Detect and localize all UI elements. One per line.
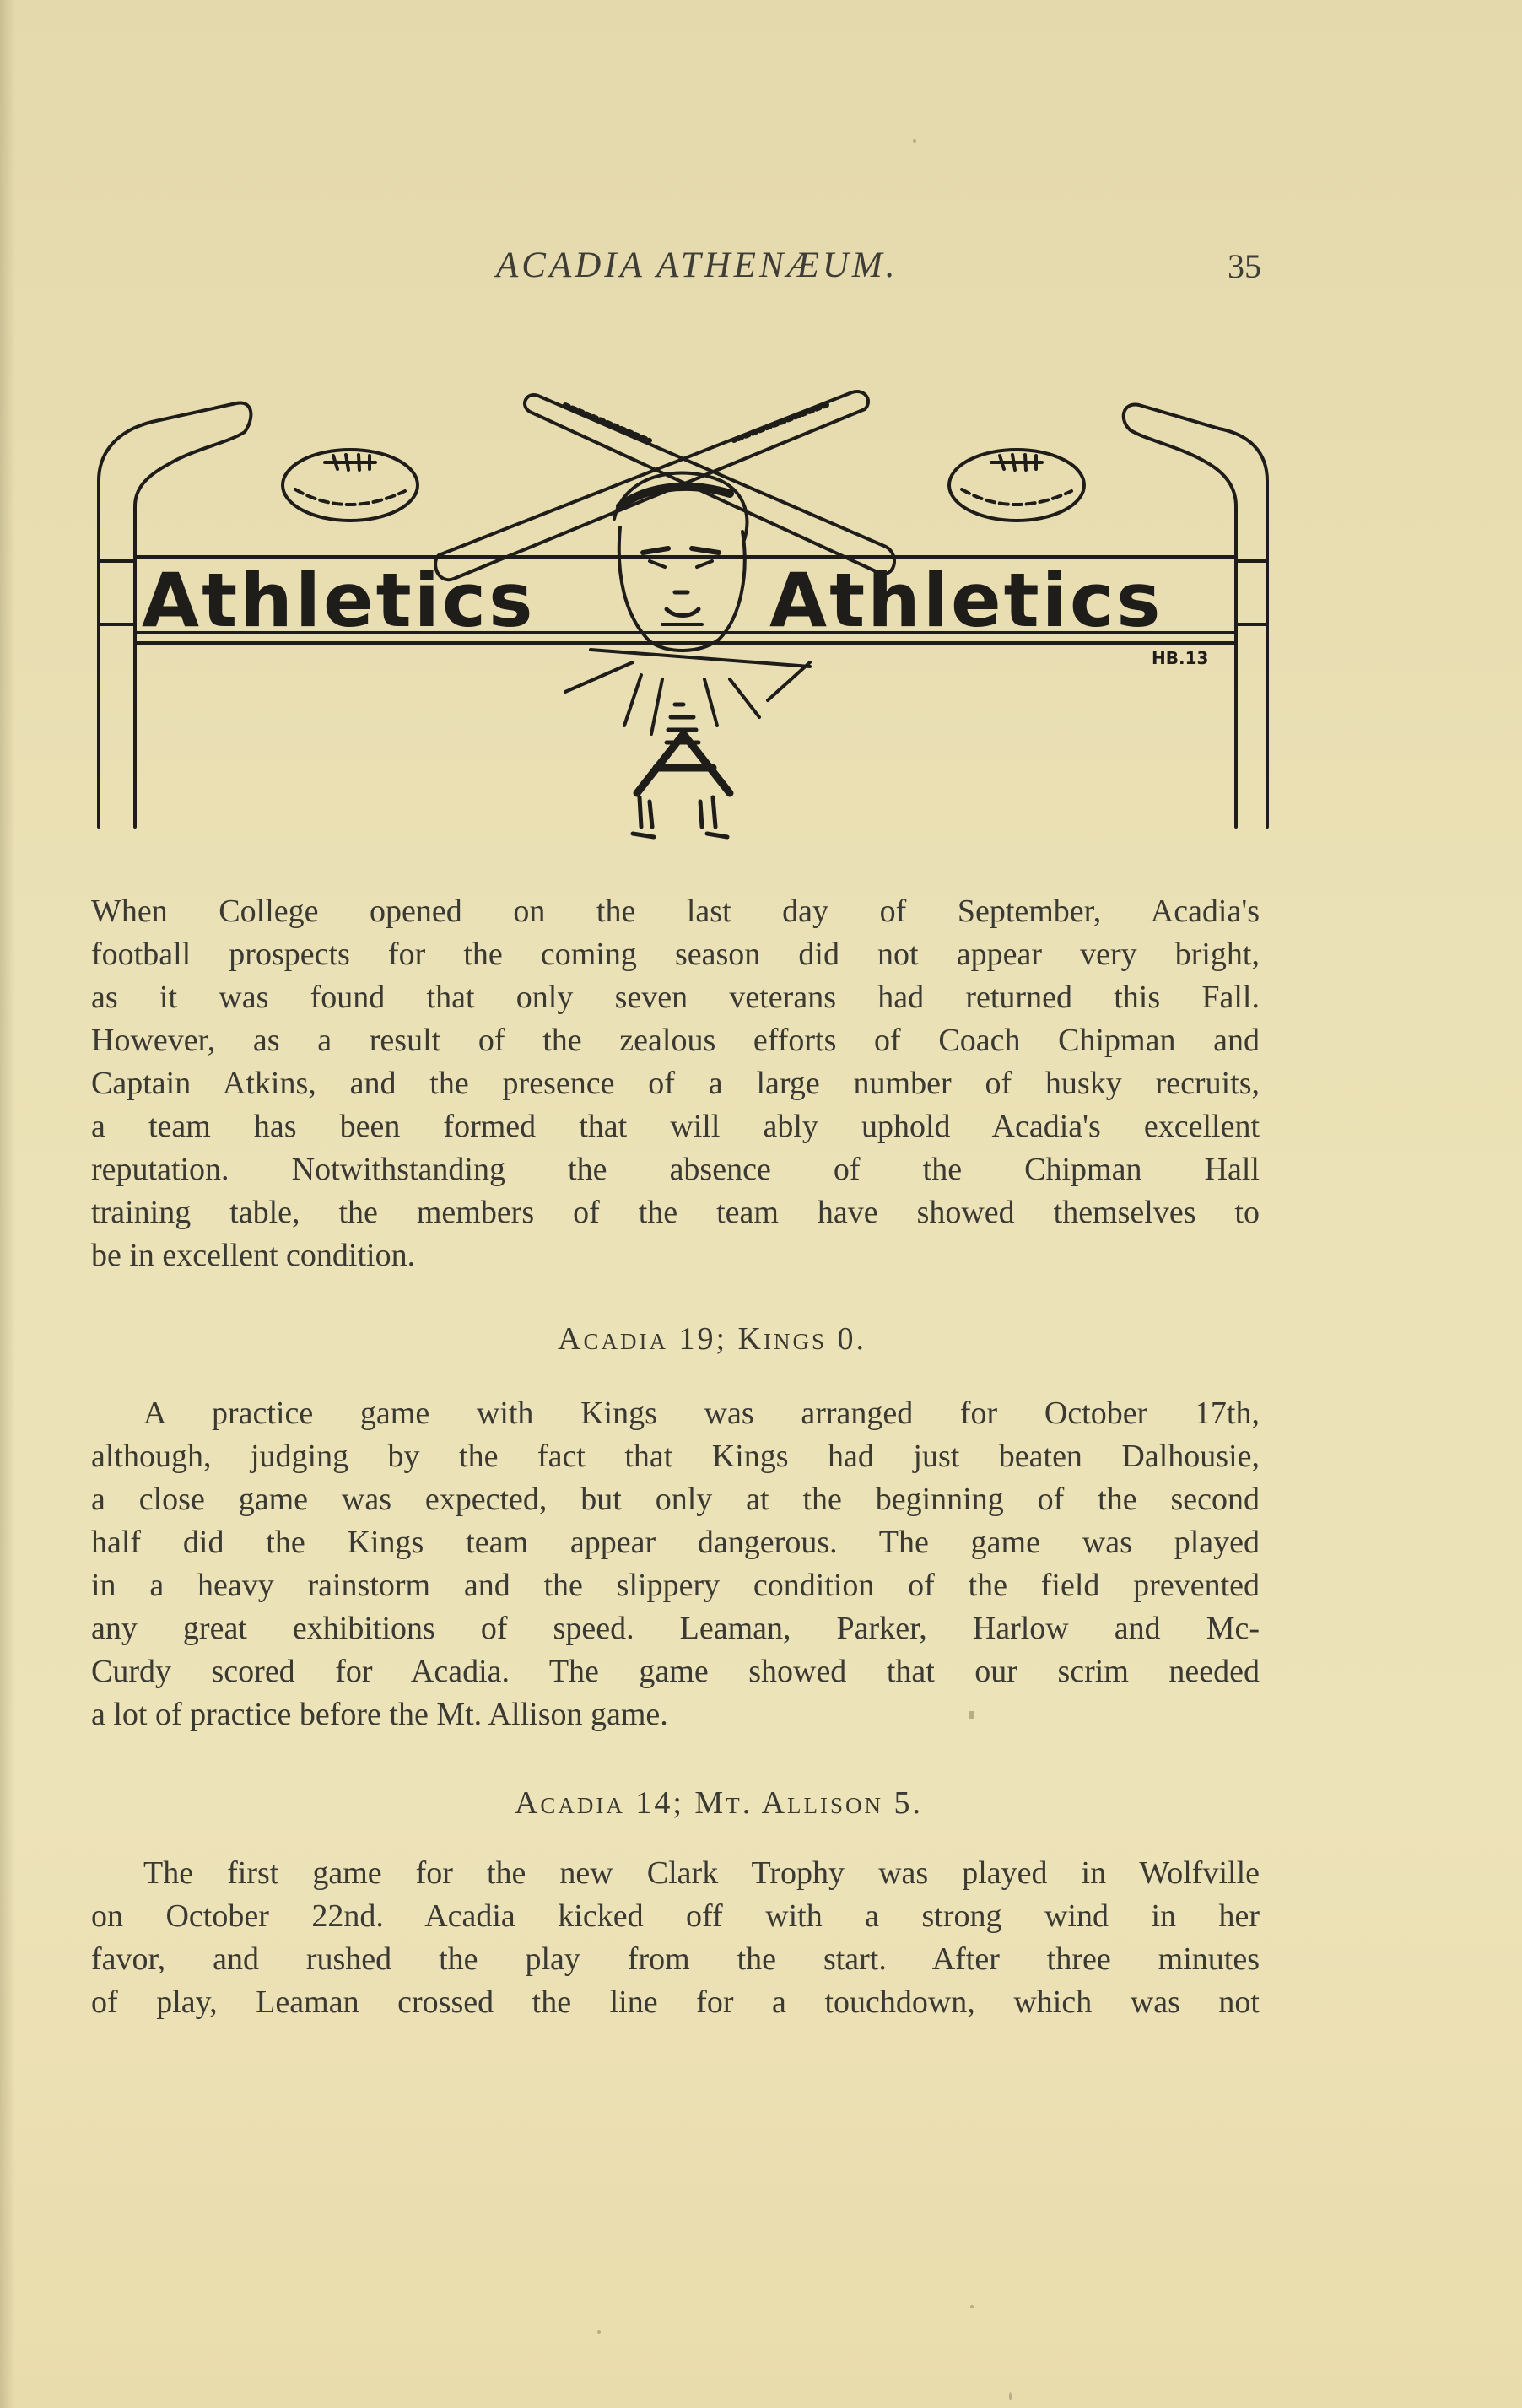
text-line: a team has been formed that will ably uphold Acadia's excellent	[91, 1109, 1260, 1144]
running-head	[0, 245, 1522, 295]
text-line: reputation. Notwithstanding the absence of the Chipman Hall	[91, 1152, 1260, 1187]
text-line: Curdy scored for Acadia. The game showed that our scrim needed	[91, 1654, 1260, 1689]
player-caricature-icon	[565, 472, 810, 837]
text-line: When College opened on the last day of September, Acadia's	[91, 894, 1260, 929]
text-line: football prospects for the coming season did not appear very bright,	[91, 937, 1260, 972]
text-line: However, as a result of the zealous efforts of Coach Chipman and	[91, 1023, 1260, 1058]
text-line: a lot of practice before the Mt. Allison game.	[91, 1697, 668, 1732]
text-line: on October 22nd. Acadia kicked off with a strong wind in her	[91, 1898, 1260, 1934]
text-line: Captain Atkins, and the presence of a large number of husky recruits,	[91, 1066, 1260, 1101]
left-football-icon	[283, 450, 418, 521]
text-line: A practice game with Kings was arranged for October 17th,	[143, 1396, 1260, 1431]
text-line: be in excellent condition.	[91, 1238, 416, 1273]
artist-initials: HB.13	[1152, 648, 1209, 668]
athletics-header-illustration	[93, 371, 1274, 844]
text-line: of play, Leaman crossed the line for a touchdown, which was not	[91, 1984, 1260, 2020]
right-football-icon	[949, 450, 1084, 521]
text-line: half did the Kings team appear dangerous. The game was played	[91, 1525, 1260, 1560]
journal-title: ACADIA ATHENÆUM.	[496, 246, 899, 285]
text-line: as it was found that only seven veterans had returned this Fall.	[91, 980, 1260, 1015]
text-line: The first game for the new Clark Trophy was played in Wolfville	[143, 1855, 1260, 1891]
section-heading-mt-allison: Acadia 14; Mt. Allison 5.	[514, 1785, 924, 1821]
paragraph-3	[91, 1852, 1260, 2024]
paper-speck	[1009, 2392, 1012, 2400]
banner-left-text: Athletics	[142, 557, 536, 644]
text-line: any great exhibitions of speed. Leaman, Parker, Harlow and Mc-	[91, 1611, 1260, 1646]
text-line: a close game was expected, but only at the beginning of the second	[91, 1482, 1260, 1517]
paper-speck	[597, 2330, 601, 2334]
text-line: in a heavy rainstorm and the slippery condition of the field prevented	[91, 1568, 1260, 1603]
text-line: training table, the members of the team have showed themselves to	[91, 1195, 1260, 1230]
paper-speck	[913, 139, 916, 143]
paragraph-1	[91, 890, 1260, 1277]
page-edge-shadow	[0, 0, 15, 2408]
text-line: although, judging by the fact that Kings had just beaten Dalhousie,	[91, 1439, 1260, 1474]
banner-right-text: Athletics	[769, 557, 1163, 644]
paper-speck	[970, 2305, 974, 2308]
text-line: favor, and rushed the play from the start. After three minutes	[91, 1941, 1260, 1977]
section-heading-kings: Acadia 19; Kings 0.	[558, 1321, 866, 1357]
paragraph-2	[91, 1392, 1260, 1736]
page-number: 35	[1228, 247, 1261, 285]
paper-speck	[969, 1711, 974, 1719]
